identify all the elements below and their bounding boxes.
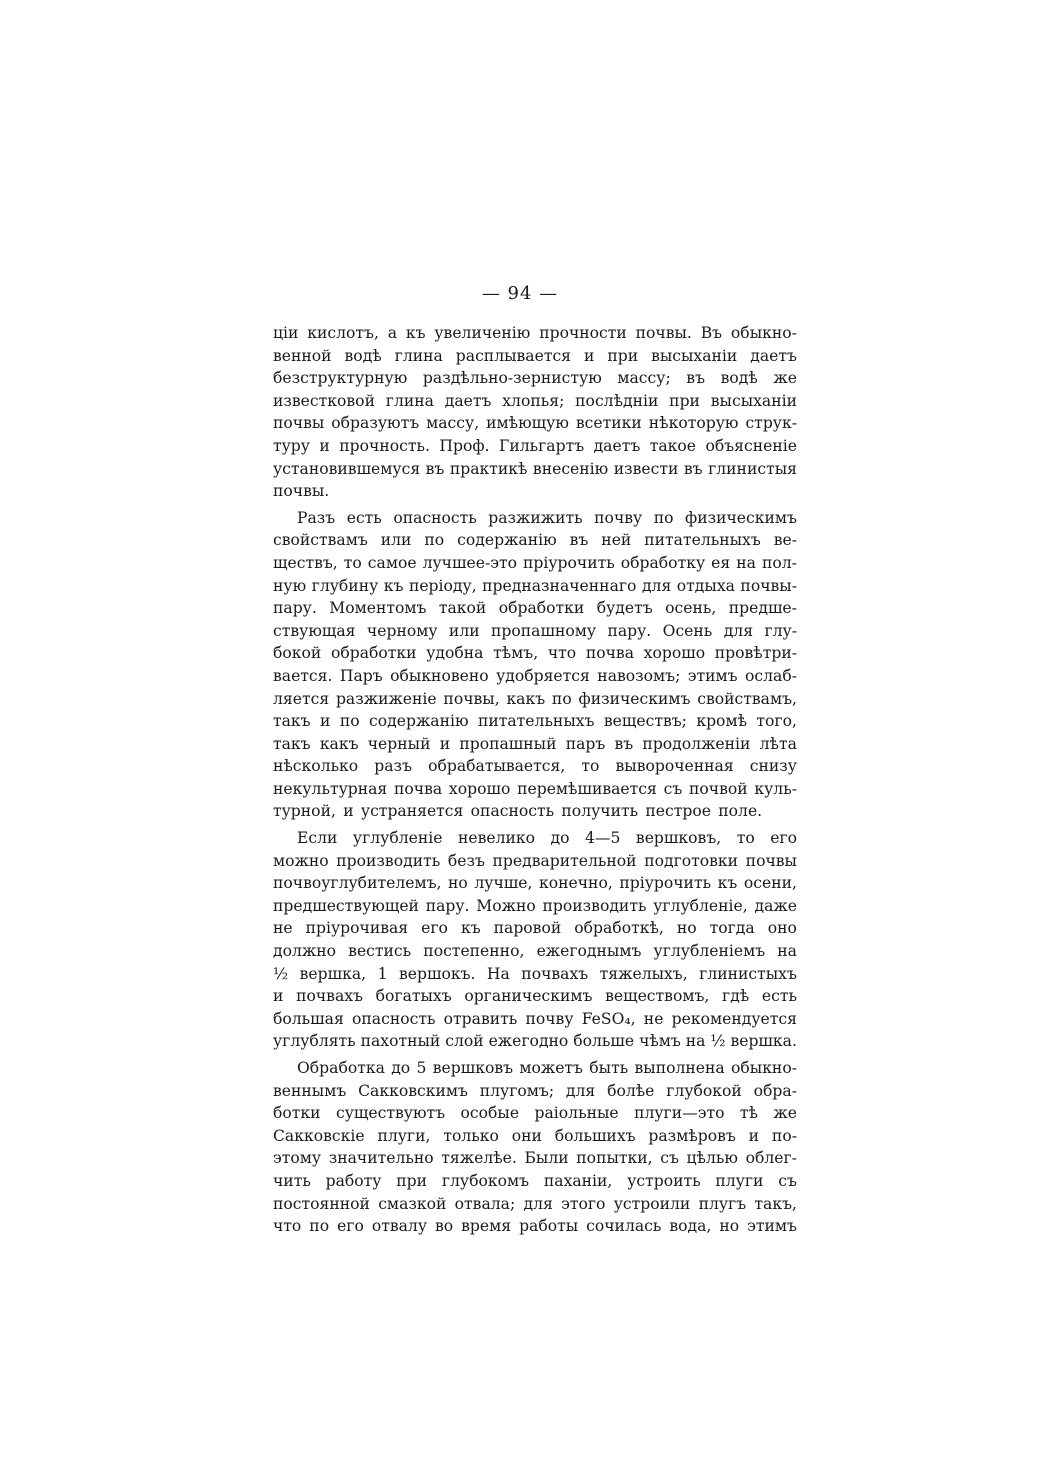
text-line: венной водѣ глина расплывается и при высыханіи даетъ xyxy=(273,346,797,365)
text-line: веннымъ Сакковскимъ плугомъ; для болѣе глубокой обра- xyxy=(273,1081,797,1100)
text-line: углублять пахотный слой ежегодно больше чѣмъ на ½ вершка. xyxy=(273,1032,797,1051)
text-line: ствующая черному или пропашному пару. Осень для глу- xyxy=(273,621,797,640)
paragraph xyxy=(273,322,797,503)
paragraph xyxy=(273,507,797,823)
text-line: ществъ, то самое лучшее-это пріурочить обработку ея на пол- xyxy=(273,553,797,572)
text-line: Если углубленіе невелико до 4—5 вершковъ, то его xyxy=(297,829,797,848)
text-line: пару. Моментомъ такой обработки будетъ осень, предше- xyxy=(273,599,797,618)
text-line: ную глубину къ періоду, предназначеннаго для отдыха почвы- xyxy=(273,576,797,595)
text-line: что по его отвалу во время работы сочилась вода, но этимъ xyxy=(273,1217,797,1236)
text-line: Разъ есть опасность разжижить почву по физическимъ xyxy=(297,508,797,527)
text-line: такъ и по содержанію питательныхъ веществъ; кромѣ того, xyxy=(273,712,797,731)
text-line: ціи кислотъ, а къ увеличенію прочности почвы. Въ обыкно- xyxy=(273,324,797,342)
text-line: свойствамъ или по содержанію въ ней питательныхъ ве- xyxy=(273,531,797,550)
text-line: установившемуся въ практикѣ внесенію извести въ глинистыя xyxy=(273,459,797,478)
text-line: должно вестись постепенно, ежегоднымъ углубленіемъ на xyxy=(273,942,797,961)
paragraph xyxy=(273,1057,797,1238)
text-line: ботки существуютъ особые раіольные плуги—это тѣ же xyxy=(273,1104,797,1123)
text-line: почвы образуютъ массу, имѣющую всетики нѣкоторую струк- xyxy=(273,414,797,433)
paragraph xyxy=(273,827,797,1053)
text-line: не пріурочивая его къ паровой обработкѣ, но тогда оно xyxy=(273,919,797,938)
text-line: такъ какъ черный и пропашный паръ въ продолженіи лѣта xyxy=(273,734,797,753)
text-line: и почвахъ богатыхъ органическимъ веществомъ, гдѣ есть xyxy=(273,987,797,1006)
text-line: чить работу при глубокомъ паханіи, устроить плуги съ xyxy=(273,1171,797,1190)
text-line: постоянной смазкой отвала; для этого устроили плугъ такъ, xyxy=(273,1194,797,1213)
text-line: турной, и устраняется опасность получить пестрое поле. xyxy=(273,802,763,821)
text-line: туру и прочность. Проф. Гильгартъ даетъ такое объясненіе xyxy=(273,436,797,455)
text-line: Обработка до 5 вершковъ можетъ быть выполнена обыкно- xyxy=(297,1059,797,1077)
text-line: бокой обработки удобна тѣмъ, что почва хорошо провѣтри- xyxy=(273,644,797,663)
text-line: Сакковскіе плуги, только они большихъ размѣровъ и по- xyxy=(273,1126,797,1145)
text-line: некультурная почва хорошо перемѣшивается съ почвой куль- xyxy=(273,779,797,798)
page-number: — 94 — xyxy=(481,283,559,304)
text-line: известковой глина даетъ хлопья; послѣдніи при высыханіи xyxy=(273,391,797,410)
text-line: ляется разжиженіе почвы, какъ по физическимъ свойствамъ, xyxy=(273,689,797,708)
text-line: предшествующей пару. Можно производить углубленіе, даже xyxy=(273,896,797,915)
text-line: почвоуглубителемъ, но лучше, конечно, пріурочить къ осени, xyxy=(273,874,797,893)
text-line: большая опасность отравить почву FeSO₄, не рекомендуется xyxy=(273,1009,797,1028)
text-line: этому значительно тяжелѣе. Были попытки, съ цѣлью облег- xyxy=(273,1149,797,1168)
text-line: ½ вершка, 1 вершокъ. На почвахъ тяжелыхъ, глинистыхъ xyxy=(273,964,797,983)
text-line: можно производить безъ предварительной подготовки почвы xyxy=(273,851,797,870)
body-text xyxy=(273,322,797,1238)
text-line: вается. Паръ обыкновено удобряется навозомъ; этимъ ослаб- xyxy=(273,666,797,685)
text-line: безструктурную раздѣльно-зернистую массу; въ водѣ же xyxy=(273,369,797,388)
text-line: нѣсколько разъ обрабатывается, то вывороченная снизу xyxy=(273,757,797,776)
text-line: почвы. xyxy=(273,482,330,501)
